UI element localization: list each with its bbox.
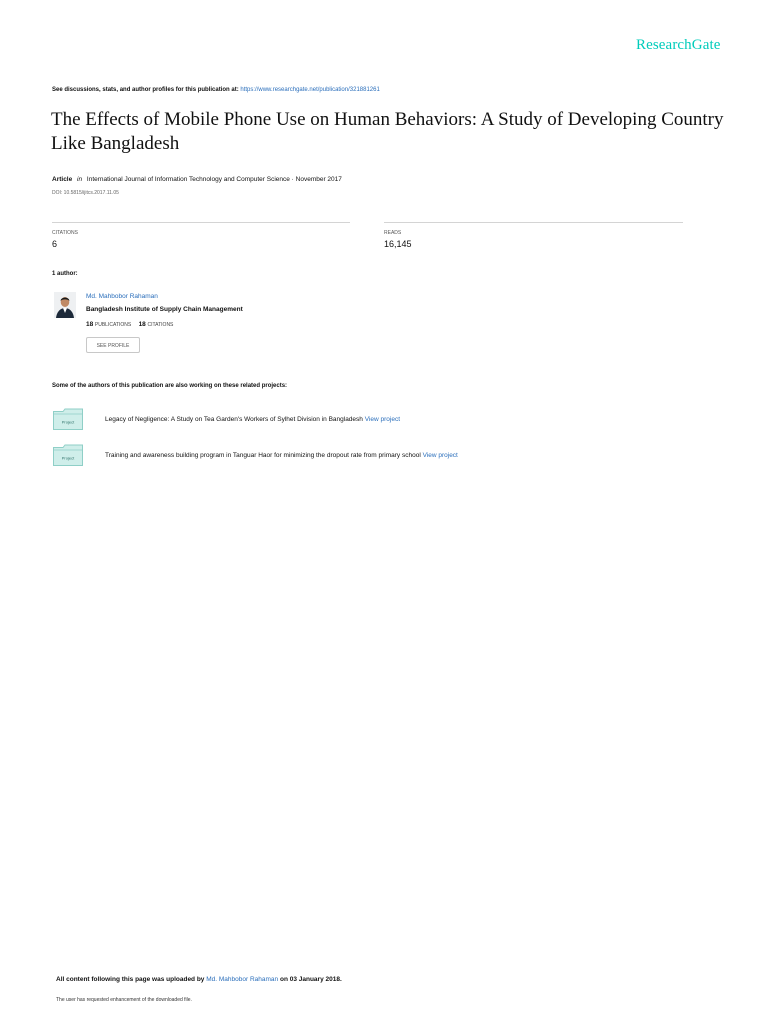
citations-divider: [52, 222, 350, 223]
reads-value: 16,145: [384, 239, 412, 249]
author-citations-label: CITATIONS: [147, 322, 174, 328]
uploader-link[interactable]: Md. Mahbobor Rahaman: [206, 976, 279, 983]
upload-suffix: on 03 January 2018.: [279, 976, 342, 983]
citations-value: 6: [52, 239, 58, 249]
author-institution: Bangladesh Institute of Supply Chain Management: [86, 306, 243, 313]
upload-line: [56, 976, 342, 983]
upload-prefix: All content following this page was uploaded by: [56, 976, 205, 983]
article-meta: [52, 176, 342, 183]
author-stats: [86, 321, 173, 328]
project-icon-label: Project: [61, 455, 75, 461]
authors-heading: 1 author:: [52, 271, 78, 277]
reads-label: READS: [384, 230, 402, 236]
journal-date[interactable]: International Journal of Information Technology and Computer Science · November 2017: [86, 176, 342, 183]
author-citations-count: 18: [138, 321, 146, 328]
reads-divider: [384, 222, 683, 223]
citations-label: CITATIONS: [52, 230, 78, 236]
project-title: Training and awareness building program in Tanguar Haor for minimizing the dropout rate from primary school: [105, 452, 421, 459]
article-type: Article: [52, 176, 73, 183]
project-icon-label: Project: [61, 419, 75, 425]
researchgate-logo[interactable]: ResearchGate: [636, 37, 721, 53]
author-photo-icon: [54, 292, 76, 318]
project-folder-icon[interactable]: [53, 444, 83, 466]
article-title: The Effects of Mobile Phone Use on Human Behaviors: A Study of Developing Country Like Bangladesh: [51, 109, 724, 154]
view-project-link[interactable]: View project: [364, 416, 401, 423]
doi-line: DOI: 10.5815/ijitcs.2017.11.05: [52, 190, 119, 196]
related-projects-heading: Some of the authors of this publication are also working on these related projects:: [52, 383, 288, 389]
author-name-link[interactable]: Md. Mahbobor Rahaman: [86, 293, 158, 300]
project-title: Legacy of Negligence: A Study on Tea Garden's Workers of Sylhet Division in Bangladesh: [105, 416, 363, 423]
avatar[interactable]: [54, 292, 76, 318]
project-folder-icon[interactable]: [53, 408, 83, 430]
publications-count: 18: [86, 321, 94, 328]
publications-label: PUBLICATIONS: [94, 322, 132, 328]
in-word: in: [77, 176, 83, 183]
discussion-text: See discussions, stats, and author profiles for this publication at:: [52, 87, 239, 93]
list-item: [105, 416, 400, 423]
publication-url-link[interactable]: https://www.researchgate.net/publication/321881261: [240, 87, 380, 93]
view-project-link[interactable]: View project: [422, 452, 458, 459]
enhancement-note: The user has requested enhancement of the downloaded file.: [56, 997, 192, 1003]
see-profile-button[interactable]: SEE PROFILE: [86, 337, 140, 353]
discussion-line: [52, 87, 380, 93]
list-item: [105, 452, 458, 459]
